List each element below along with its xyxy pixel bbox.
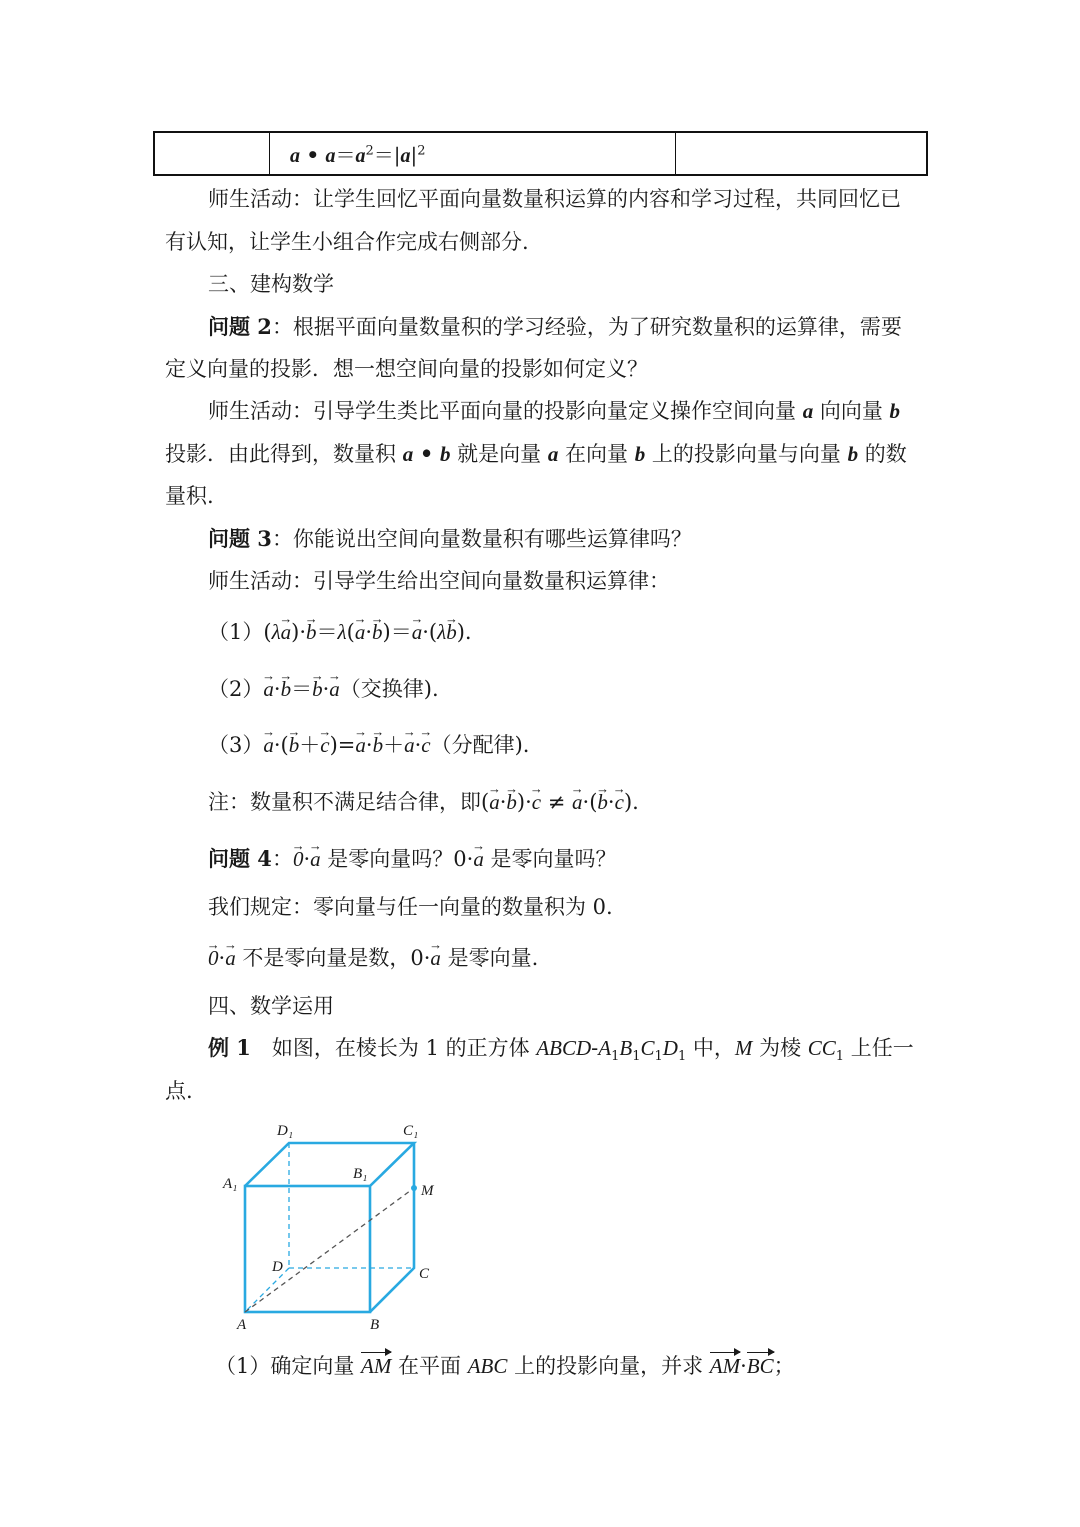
- activity-2-line3: 量积.: [165, 484, 214, 508]
- law-1: （1）(λ→ a)·→ b＝λ(→ a·→ b)＝→ a·(λ→ b).: [208, 618, 472, 646]
- label-b: B: [370, 1317, 380, 1333]
- question-2-label: 问题 2: [208, 314, 272, 339]
- law-2: （2）→ a·→ b＝→ b·→ a（交换律).: [208, 675, 439, 703]
- paragraph-activity-1-line1: 师生活动：让学生回忆平面向量数量积运算的内容和学习过程，共同回忆已: [208, 187, 901, 211]
- example-1-line1: 例 1 如图，在棱长为 1 的正方体 ABCD-$A_1B_1C_1D_1$ 中，M 为棱 $CC_1$ 上任一: [208, 1035, 914, 1065]
- cube-top-face: [245, 1143, 414, 1186]
- question-4-label: 问题 4: [208, 846, 272, 871]
- question-3: 问题 3：你能说出空间向量数量积有哪些运算律吗？: [208, 526, 692, 551]
- example-1-line2: 点.: [165, 1079, 193, 1103]
- label-c: C: [419, 1266, 430, 1282]
- rule-zero-vector-2: → 0·→ a 不是零向量是数，0·→ a 是零向量.: [208, 944, 538, 972]
- question-4: 问题 4：→ 0·→ a 是零向量吗？0·→ a 是零向量吗？: [208, 845, 617, 873]
- section-heading-4: 四、数学运用: [208, 994, 334, 1018]
- cube-figure: [215, 1115, 455, 1335]
- point-m-dot: [411, 1185, 417, 1191]
- header-table-row: [153, 131, 928, 176]
- label-b1: B₁: [353, 1166, 368, 1182]
- label-a: A: [237, 1317, 247, 1333]
- rule-zero-vector: 我们规定：零向量与任一向量的数量积为 0.: [208, 895, 613, 919]
- table-cell-empty-left: [154, 132, 270, 175]
- table-cell-formula: a • $a=a^2=|a|^2$: [270, 132, 676, 175]
- cube-front-face: [245, 1186, 370, 1312]
- section-heading-3: 三、建构数学: [208, 272, 334, 296]
- label-c1: C₁: [403, 1123, 419, 1139]
- label-m: M: [421, 1183, 434, 1199]
- activity-2-line1: 师生活动：引导学生类比平面向量的投影向量定义操作空间向量 a 向向量 b: [208, 399, 901, 423]
- example-1-part-1: （1）确定向量 AM 在平面 ABC 上的投影向量，并求 AM·BC；: [215, 1354, 795, 1378]
- example-1-label: 例 1: [208, 1035, 251, 1060]
- paragraph-activity-1-line2: 有认知，让学生小组合作完成右侧部分.: [165, 230, 529, 254]
- table-cell-empty-right: [676, 132, 928, 175]
- note-associativity: 注：数量积不满足结合律，即(→ a·→ b)·→ c ≠ → a·(→ b·→ c).: [208, 788, 639, 816]
- cube-right-face: [370, 1143, 414, 1312]
- question-2-line1: 问题 2：根据平面向量数量积的学习经验，为了研究数量积的运算律，需要: [208, 314, 902, 339]
- label-d1: D₁: [277, 1123, 294, 1139]
- label-a1: A₁: [223, 1176, 238, 1192]
- law-3: （3）→ a·(→ b＋→ c)=→ a·→ b＋→ a·→ c（分配律).: [208, 731, 529, 759]
- question-2-line2: 定义向量的投影．想一想空间向量的投影如何定义？: [165, 357, 648, 381]
- activity-2-line2: 投影．由此得到，数量积 a • b 就是向量 a 在向量 b 上的投影向量与向量 b 的数: [165, 441, 907, 466]
- question-3-label: 问题 3: [208, 526, 272, 551]
- label-d: D: [272, 1259, 283, 1275]
- activity-3: 师生活动：引导学生给出空间向量数量积运算律：: [208, 569, 670, 593]
